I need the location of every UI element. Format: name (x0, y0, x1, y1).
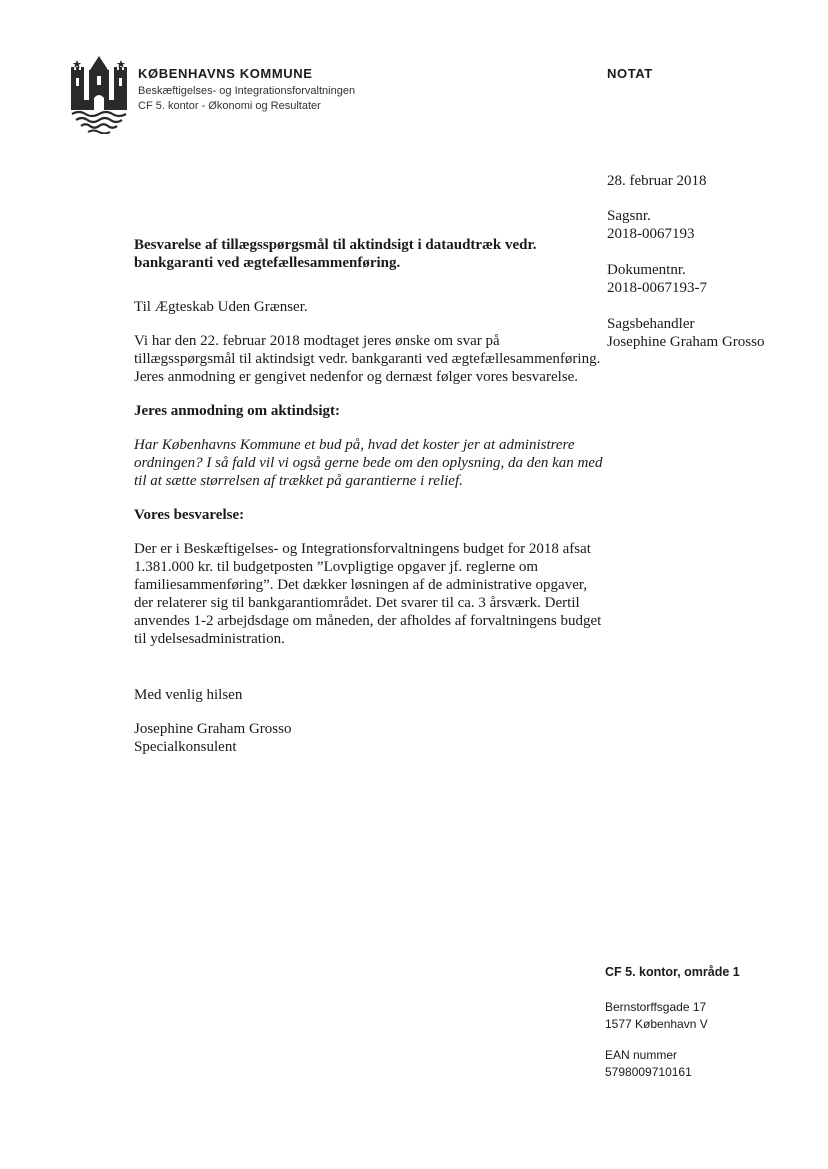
answer-paragraph: Der er i Beskæftigelses- og Integrationsforvaltningens budget for 2018 afsat 1.381.000 kr. til budgetposten ”Lovpligtige opgaver jf. reglerne om familiesammenføring”. Det dækker løsningen af de administrative opgaver, der relaterer sig til bankgarantiområdet. Det svarer til ca. 3 årsværk. Dertil anvendes 1-2 arbejdsdage om måneden, der afholdes af forvaltningens budget til ydelsesadministration. (134, 541, 602, 647)
footer-contact (605, 964, 815, 1095)
org-department: Beskæftigelses- og Integrationsforvaltningen (138, 85, 356, 97)
footer-address (605, 999, 815, 1033)
footer-ean (605, 1047, 815, 1081)
org-name: KØBENHAVNS KOMMUNE (138, 66, 313, 81)
footer-city: 1577 København V (605, 1017, 708, 1031)
footer-street: Bernstorffsgade 17 (605, 1000, 707, 1014)
closing: Med venlig hilsen (134, 687, 243, 703)
answer-heading: Vores besvarelse: (134, 507, 245, 523)
case-number-block (607, 207, 807, 243)
greeting: Til Ægteskab Uden Grænser. (134, 299, 308, 315)
case-handler-value: Josephine Graham Grosso (607, 334, 765, 350)
document-number-label: Dokumentnr. (607, 262, 686, 278)
intro-paragraph: Vi har den 22. februar 2018 modtaget jeres ønske om svar på tillægsspørgsmål til aktindsigt vedr. bankgaranti ved ægtefællesammenføring. Jeres anmodning er gengivet nedenfor og dernæst følger vores besvarelse. (134, 333, 601, 385)
case-number-label: Sagsnr. (607, 208, 651, 224)
document-type: NOTAT (607, 66, 653, 81)
letter-body (134, 236, 604, 756)
subject-heading: Besvarelse af tillægsspørgsmål til aktindsigt i dataudtræk vedr. bankgaranti ved ægtefællesammenføring. (134, 237, 537, 271)
copenhagen-coat-of-arms-icon (68, 44, 130, 134)
case-number-value: 2018-0067193 (607, 226, 695, 242)
document-number-value: 2018-0067193-7 (607, 280, 707, 296)
meta-column (607, 172, 807, 369)
signer-name: Josephine Graham Grosso (134, 721, 292, 737)
document-number-block (607, 261, 807, 297)
footer-unit: CF 5. kontor, område 1 (605, 965, 740, 979)
signer-title: Specialkonsulent (134, 739, 237, 755)
ean-value: 5798009710161 (605, 1065, 692, 1079)
document-date: 28. februar 2018 (607, 173, 707, 189)
organisation-block (138, 66, 355, 114)
case-handler-block (607, 315, 807, 351)
ean-label: EAN nummer (605, 1048, 678, 1062)
request-quote: Har Københavns Kommune et bud på, hvad det koster jer at administrere ordningen? I så fald vil vi også gerne bede om den oplysning, da den kan med til at sætte størrelsen af trækket på garantierne i relief. (134, 437, 603, 489)
request-heading: Jeres anmodning om aktindsigt: (134, 403, 341, 419)
case-handler-label: Sagsbehandler (607, 316, 695, 332)
org-office: CF 5. kontor - Økonomi og Resultater (138, 100, 321, 112)
